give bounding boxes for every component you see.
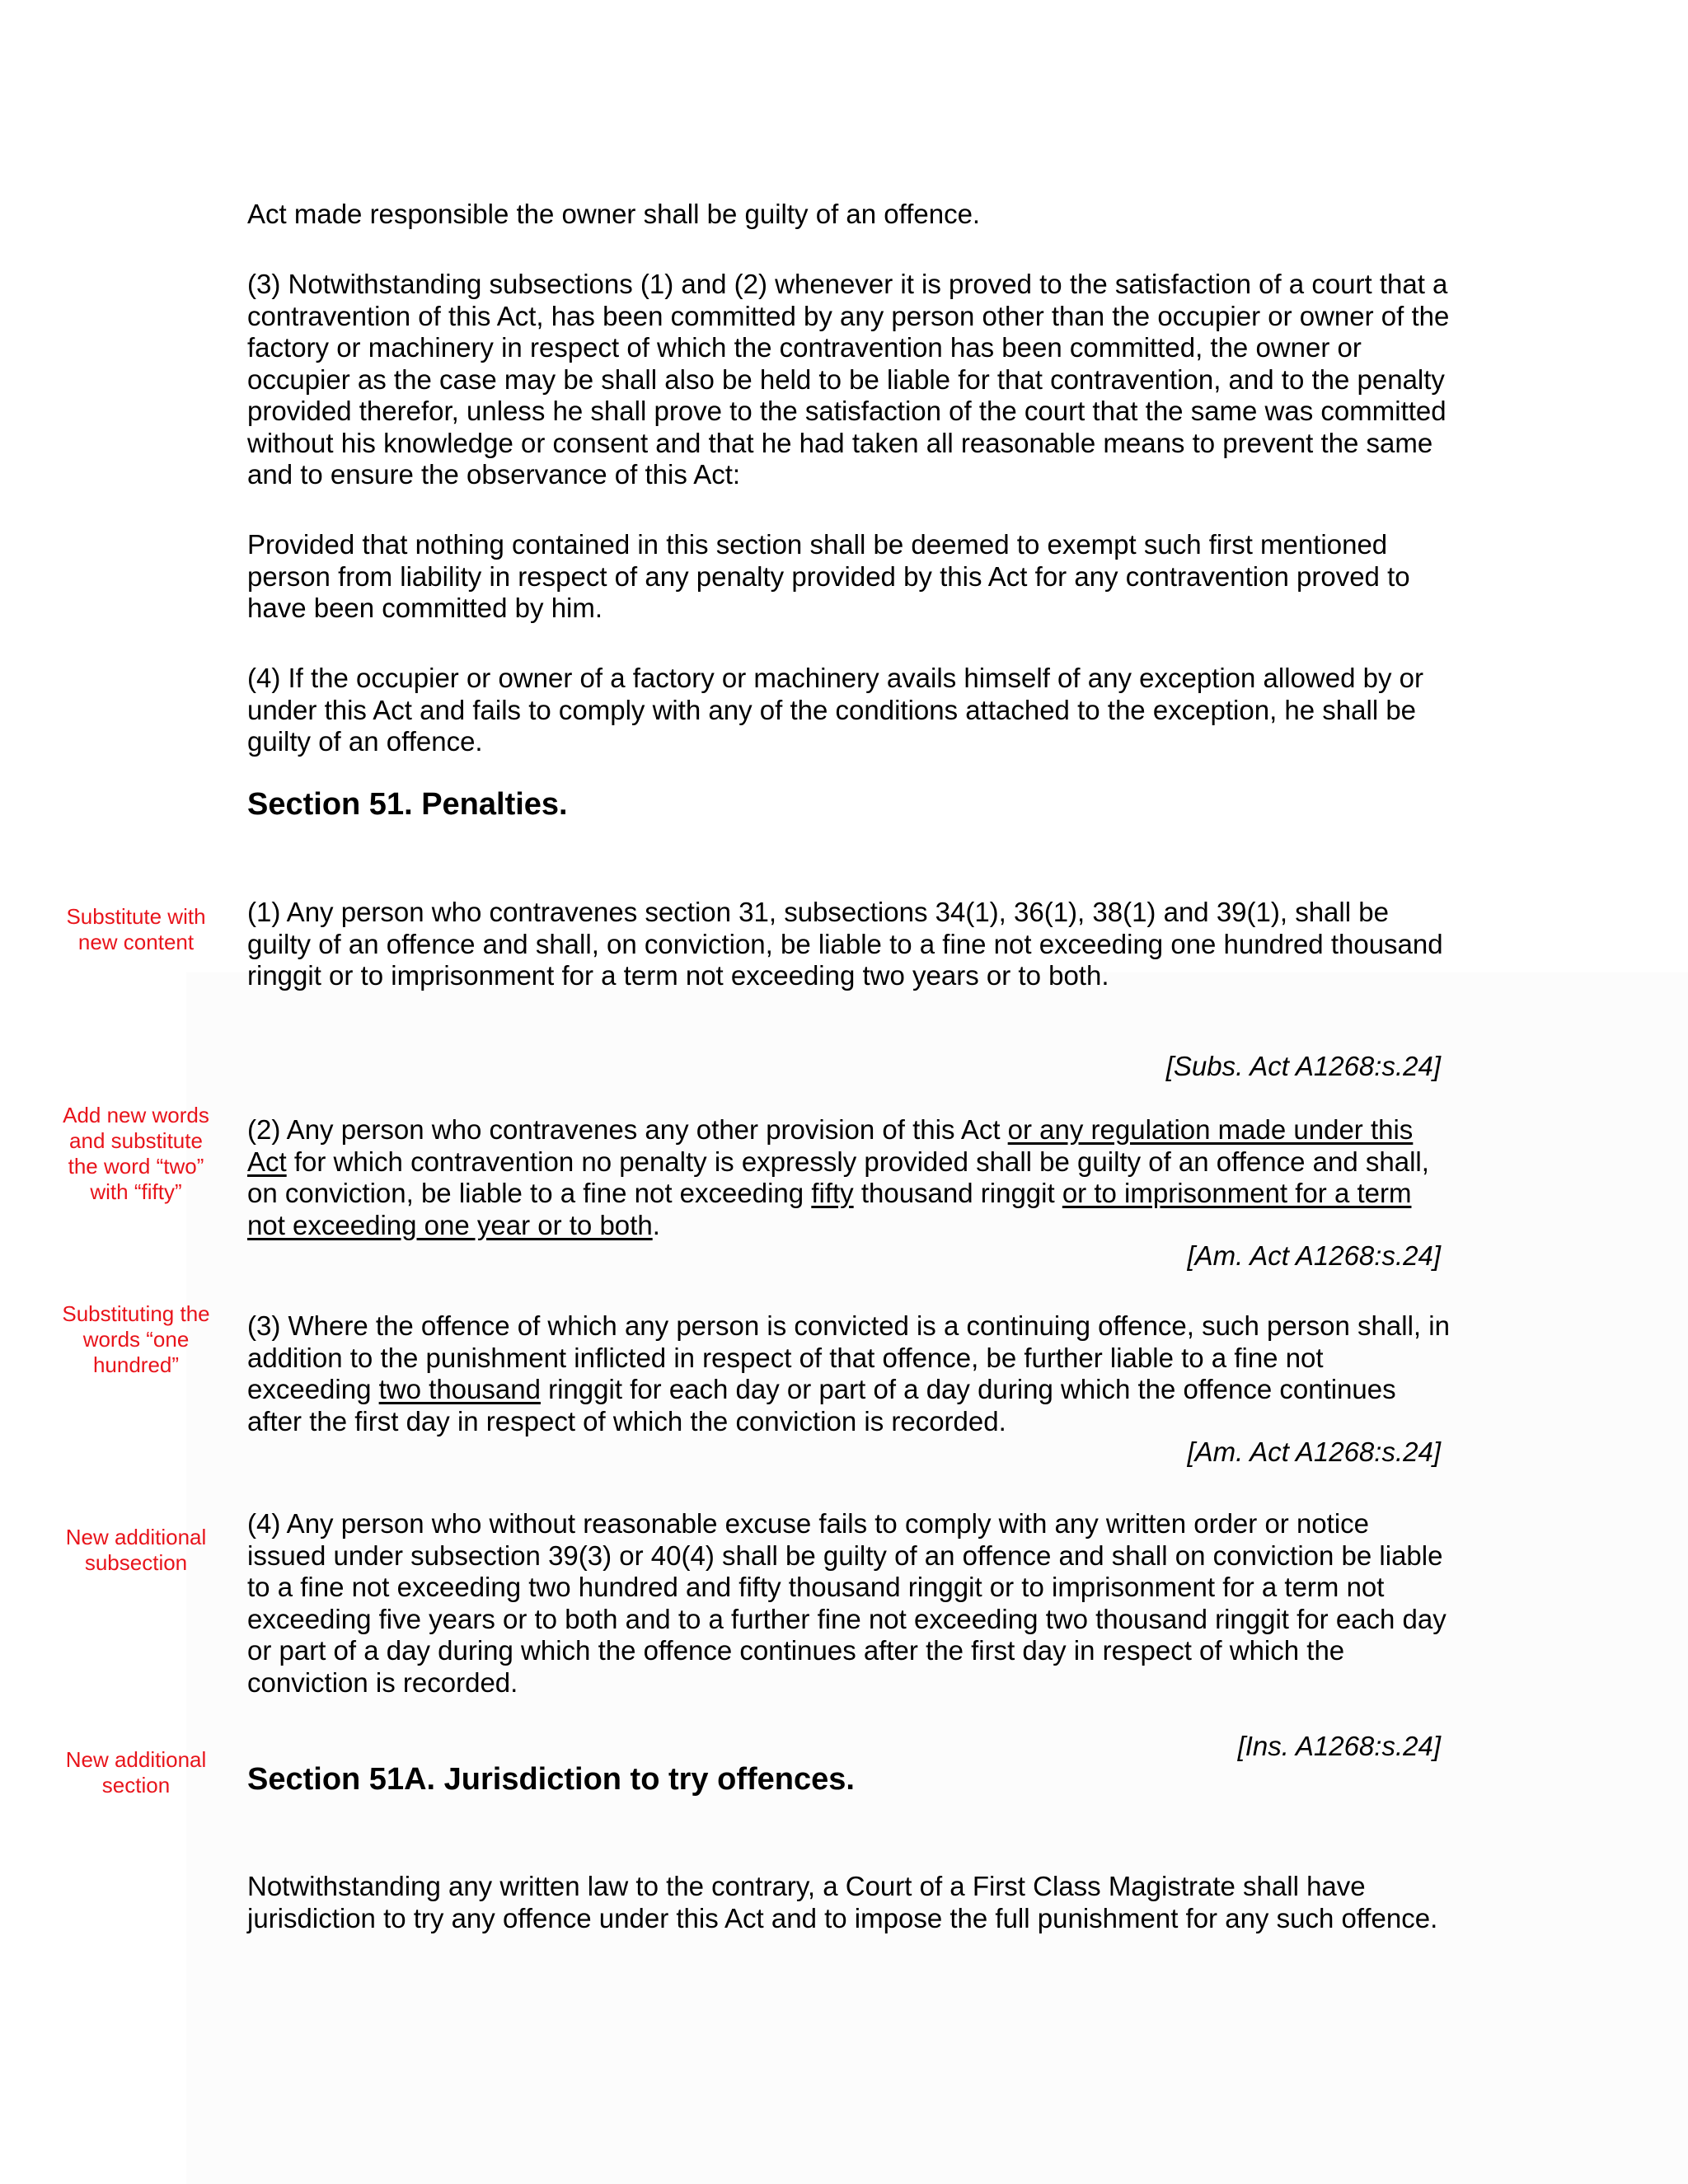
margin-note-substituting: Substituting the words “one hundred”: [62, 1301, 210, 1377]
margin-note-new-subsection: New additional subsection: [65, 1525, 207, 1575]
section-51-subsection-2: [247, 1114, 1451, 1241]
section-51-subsection-4: (4) Any person who without reasonable excuse fails to comply with any written order or notice issued under subsection 39(3) or 40(4) shall be guilty of an offence and shall on conviction be liable to a fine not exceeding two hundred and fifty thousand ringgit or to imprisonment for a term not exceeding five years or to both and to a further fine not exceeding two thousand ringgit for each day or part of a day during which the offence continues after the first day in respect of which the conviction is recorded.: [247, 1508, 1447, 1698]
proviso-text: Provided that nothing contained in this section shall be deemed to exempt such first mentioned person from liability in respect of any penalty provided by this Act for any contravention proved to have been committed by him.: [247, 529, 1410, 623]
text-run: (2) Any person who contravenes any other provision of this Act: [247, 1114, 1008, 1145]
amendment-reference: [Subs. Act A1268:s.24]: [1165, 1051, 1441, 1081]
text-run: .: [652, 1209, 660, 1240]
margin-note-substitute: Substitute with new content: [66, 904, 206, 954]
intro-line: Act made responsible the owner shall be guilty of an offence.: [247, 199, 981, 229]
section-51a-heading: Section 51A. Jurisdiction to try offences.: [247, 1762, 855, 1797]
substituted-text: fifty: [811, 1178, 854, 1208]
text-run: thousand ringgit: [853, 1178, 1062, 1208]
subsection-3-text: (3) Notwithstanding subsections (1) and (2) whenever it is proved to the satisfaction of a court that a contravention of this Act, has been committed by any person other than the occupier or owner of the factory or machinery in respect of which the contravention has been committed, the owner or occupier as the case may be shall also be held to be liable for that contravention, and to the penalty provided therefor, unless he shall prove to the satisfaction of the court that the same was committed without his knowledge or consent and that he had taken all reasonable means to prevent the same and to ensure the observance of this Act:: [247, 269, 1450, 490]
inserted-text: or any regulation made under this Act: [247, 1114, 1414, 1177]
section-51-heading: Section 51. Penalties.: [247, 787, 568, 822]
subsection-4-text: (4) If the occupier or owner of a factory or machinery avails himself of any exception allowed by or under this Act and fails to comply with any of the conditions attached to the exception, he shall be guilty of an offence.: [247, 663, 1423, 757]
section-51a-body: Notwithstanding any written law to the contrary, a Court of a First Class Magistrate shall have jurisdiction to try any offence under this Act and to impose the full punishment for any such offence.: [247, 1871, 1438, 1933]
amendment-reference: [Am. Act A1268:s.24]: [1187, 1436, 1441, 1467]
section-51-subsection-1: (1) Any person who contravenes section 31, subsections 34(1), 36(1), 38(1) and 39(1), shall be guilty of an offence and shall, on conviction, be liable to a fine not exceeding one hundred thousand ringgit or to imprisonment for a term not exceeding two years or to both.: [247, 897, 1443, 991]
amendment-reference: [Ins. A1268:s.24]: [1237, 1731, 1441, 1761]
section-51-subsection-3: [247, 1310, 1451, 1437]
substituted-text: two thousand: [378, 1374, 541, 1404]
margin-note-new-section: New additional section: [65, 1747, 207, 1797]
margin-note-add-words: Add new words and substitute the word “two” with “fifty”: [63, 1103, 209, 1204]
inserted-text: or to imprisonment for a term not exceeding one year or to both: [247, 1178, 1412, 1240]
text-run: ringgit for each day or part of a day during which the offence continues after the first day in respect of which the conviction is recorded.: [247, 1374, 1396, 1436]
text-run: (3) Where the offence of which any person is convicted is a continuing offence, such person shall, in addition to the punishment inflicted in respect of that offence, be further liable to a fine not exceeding: [247, 1310, 1450, 1404]
text-run: for which contravention no penalty is expressly provided shall be guilty of an offence and shall, on conviction, be liable to a fine not exceeding: [247, 1146, 1429, 1208]
amendment-reference: [Am. Act A1268:s.24]: [1187, 1240, 1441, 1271]
